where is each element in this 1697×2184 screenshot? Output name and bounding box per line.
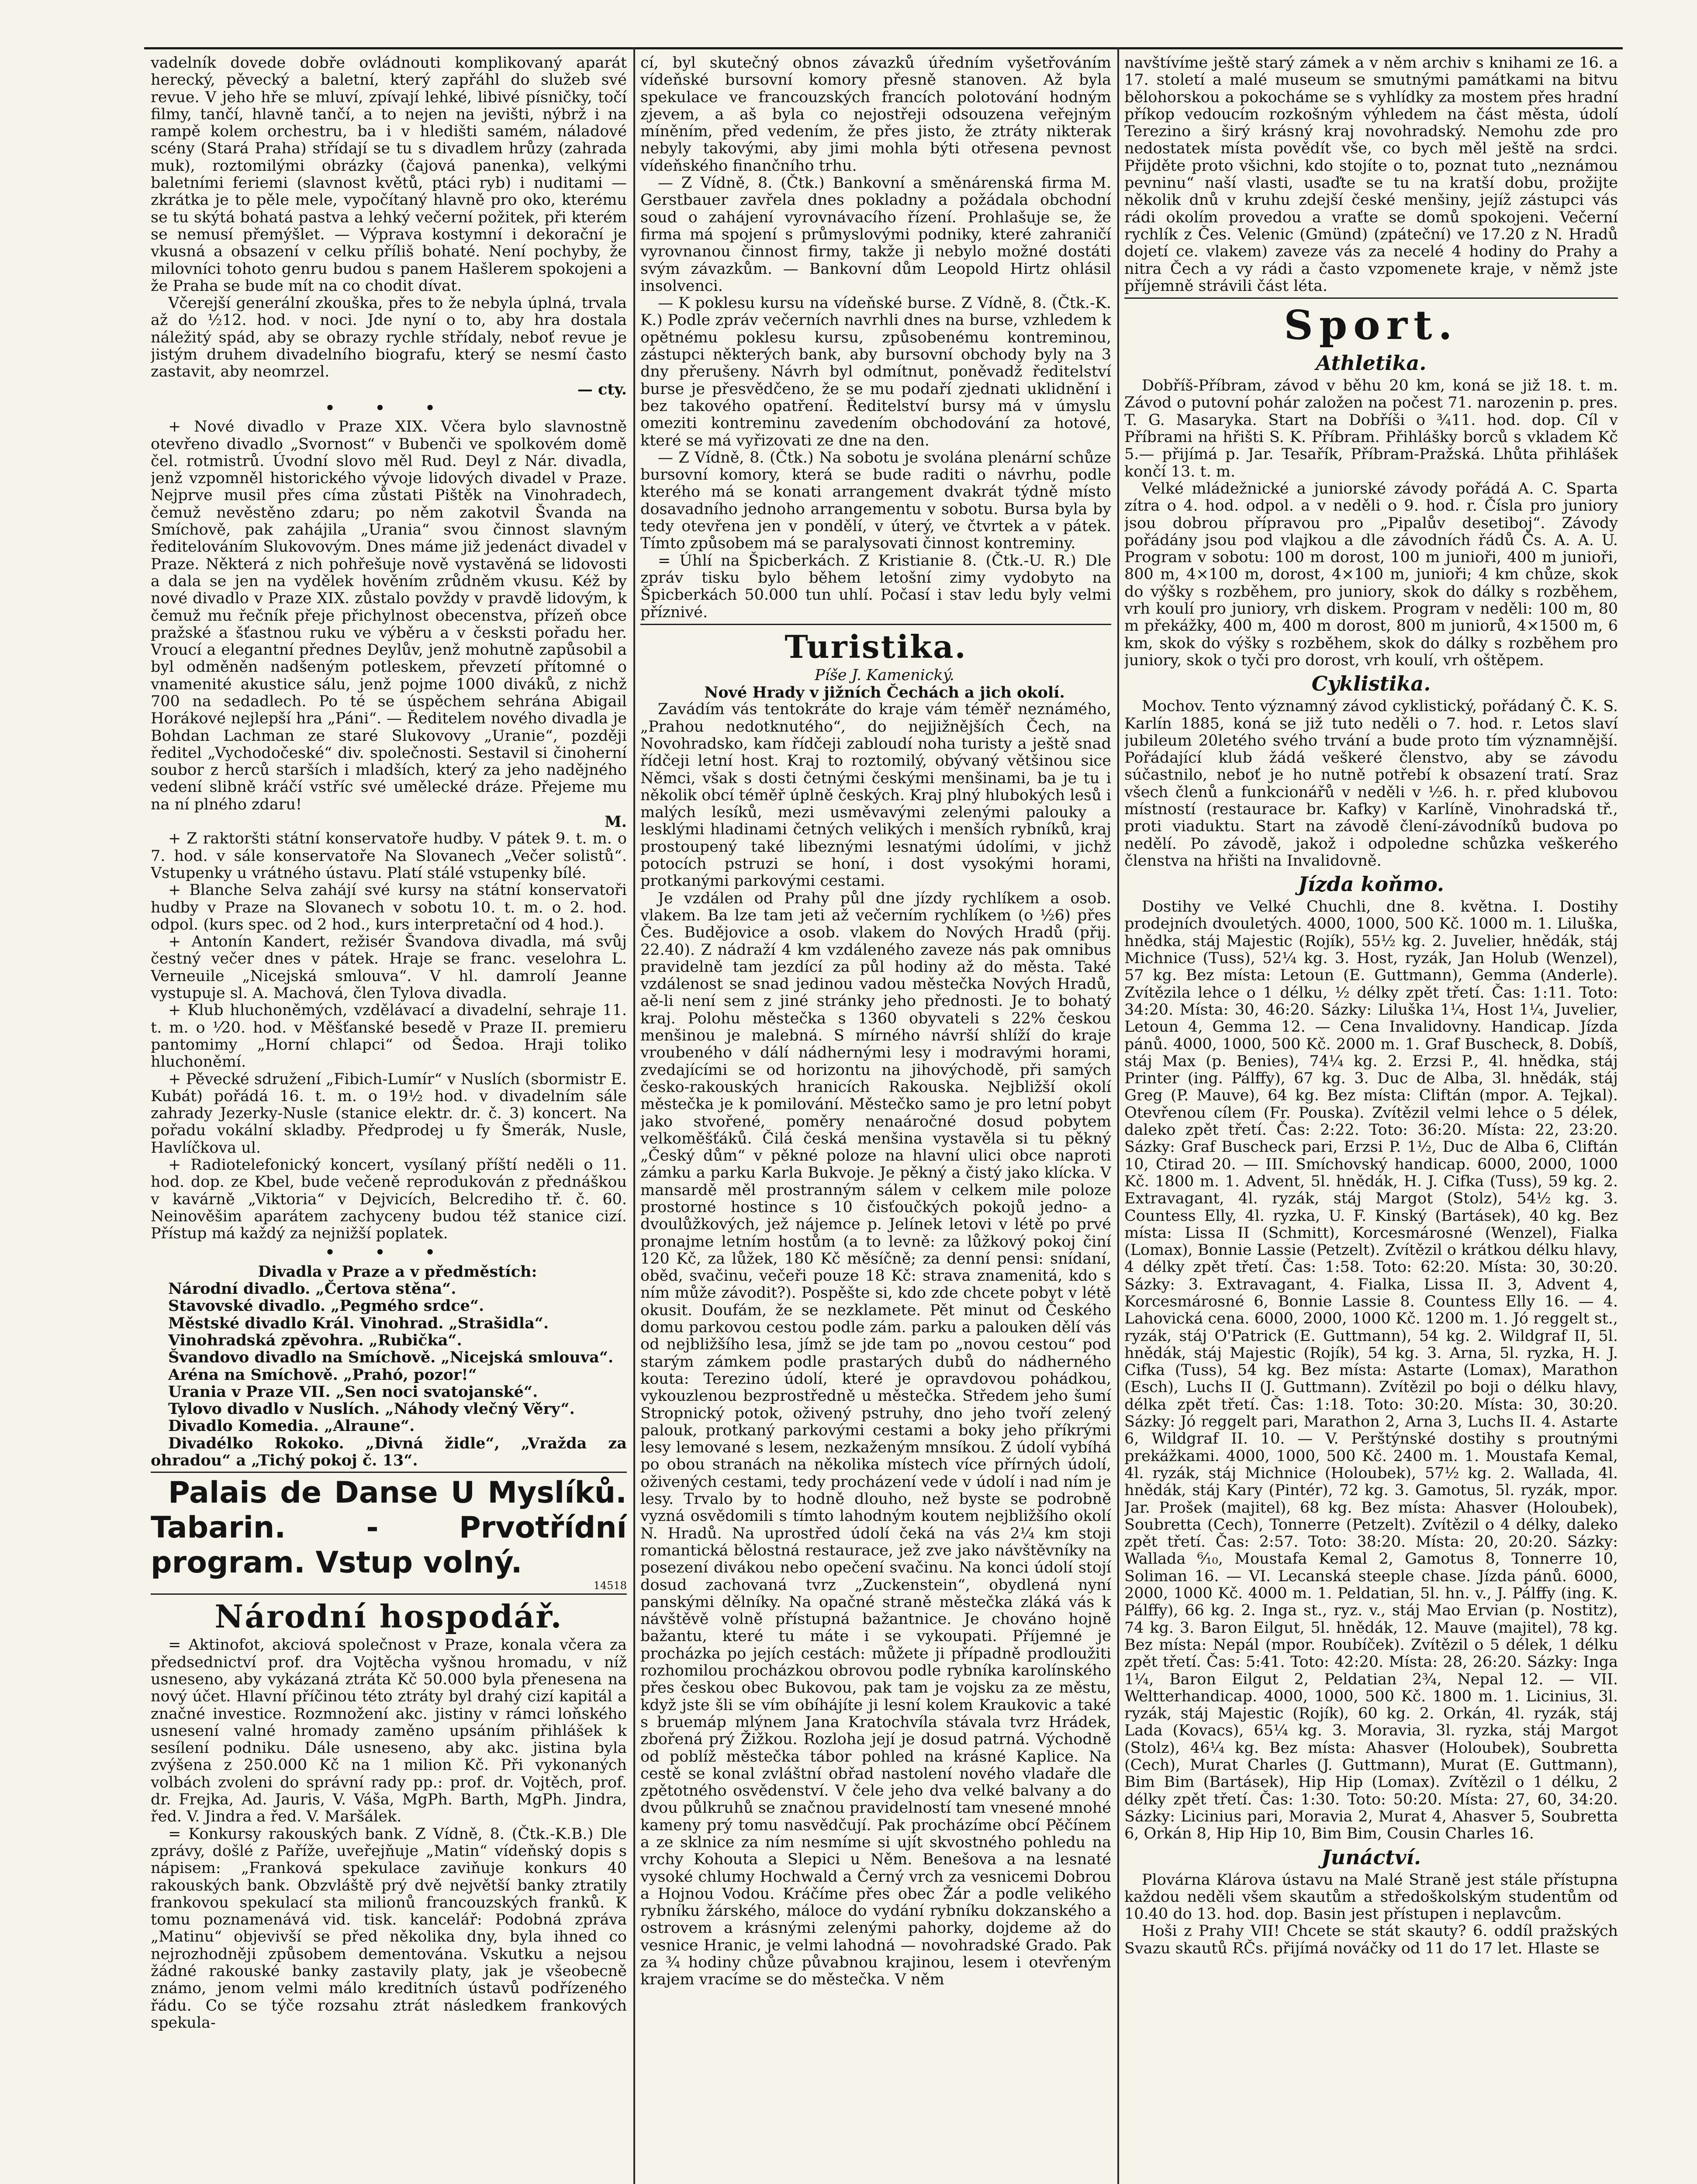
cycling-subsection-title: Cyklistika. [1311,672,1431,696]
swimming-pool-paragraph: Plovárna Klárova ústavu na Malé Straně jest stále přístupna každou neděli všem skautům a středoškolským studentům od 10.40 do 13. hod. dop. Basin jest přístupen i neplavcům. [1124,1871,1618,1923]
theatre-program-item: Divadlo Komedia. „Alraune“. [168,1417,415,1435]
theatre-program-item: Švandovo divadlo na Smíchově. „Nicejská smlouva“. [168,1348,614,1367]
vienna-bourse-paragraph: — K poklesu kursu na vídeňské burse. Z Vídně, 8. (Čtk.-K. K.) Podle zpráv večerních navrhli dnes na burse, vzhledem k opětnému poklesu kursu, způsobenému kontreminou, zástupci některých bank, aby bursovní obchody byly na 3 dny přerušeny. Návrh byl odmítnut, poněvadž ředitelství burse je přesvědčeno, že se mu podaří zjednati uklidnění i bez takového opatření. Ředitelství bursy má v úmyslu omeziti kontreminu zavedením obchodování za hotové, které se má vyřizovati ze dne na den. [640,294,1111,449]
separator-dots: • • • [325,399,453,417]
column-3 [1124,55,1618,2184]
radio-concert-paragraph: + Radiotelefonický koncert, vysílaný příští neděli o 11. hod. dop. ze Kbel, bude večeně reprodukován z přednáškou v kavárně „Viktoria“ v Dejvicích, Belcrediho tř. č. 60. Neinověšim aparátem zachyceny budou též stanice cizí. Přístup má každý za nejnižší poplatek. [151,1156,627,1243]
spitsbergen-coal-paragraph: = Úhlí na Špicberkách. Z Kristianie 8. (Čtk.-U. R.) Dle zpráv tisku bylo během letošní zimy vydobyto na Špicberkách 50.000 tun uhlí. Počasí i stav ledu byly velmi příznivé. [640,552,1111,621]
sport-section-title: Sport. [1284,301,1459,349]
continued-paragraph: cí, byl skutečný obnos závazků úředním vyšetřováním vídeňské bursovní komory přesně stanoven. Až byla spekulace ve francouzských francích polotování hodným zjevem, a aš byla co nejostřeji odsouzena veřejným míněním, před vedením, že přes jisto, že ztráty nikterak nebyly takovými, aby jimi mohla býti otřesena pevnost vídeňského finančního trhu. [640,55,1111,175]
tabarin-advertisement: Palais de Danse U Myslíků. Tabarin. - Prvotřídní program. Vstup volný. [151,1476,627,1580]
ad-rule [151,1472,627,1473]
theatre-program-item: Městské divadlo Král. Vinohrad. „Strašidla“. [168,1314,549,1332]
section-rule [1124,297,1618,299]
column-divider-1 [633,47,635,2184]
theatre-program-item: Národní divadlo. „Čertova stěna“. [168,1280,456,1298]
top-rule [144,47,1623,49]
kandert-paragraph: + Antonín Kandert, režisér Švandova divadla, má svůj čestný večer dnes v pátek. Hraje se franc. veselohra L. Verneuile „Nicejská smlouva“. V hl. damrolí Jeanne vystupuje sl. A. Machová, člen Tylova divadla. [151,933,627,1002]
austrian-banks-paragraph: = Konkursy rakouských bank. Z Vídně, 8. (Čtk.-K.B.) Dle zprávy, došlé z Paříže, uveřejňuje „Matin“ vídeňský dopis s nápisem: „Franková spekulace zaviňuje konkurs 40 rakouských bank. Obzvláště prý dvě největší banky ztratily frankovou spekulací sta milionů francouzských franků. K tomu poznamenává vid. tisk. kancelář: Podobná zpráva „Matinu“ objevivší se před několika dny, byla ihned co nejrozhodněji způsobem dementována. Vskutku a nejsou žádné rakouské banky zastavily platy, jak je všeobecně známo, jenom velmi málo kreditních ústavů podřízeného řádu. Co se týče rozsahu ztrát následkem frankových spekula- [151,1825,627,2032]
theatre-program-item: Tylovo divadlo v Nuslích. „Náhody vlečný Věry“. [168,1400,575,1418]
column-2 [640,55,1111,2184]
scouts-paragraph: Hoši z Prahy VII! Chcete se stát skauty? 6. oddíl pražských Svazu skautů RČs. přijímá nováčky od 11 do 17 let. Hlaste se [1124,1922,1618,1957]
separator-dots: • • • [325,1244,453,1262]
section-rule [640,624,1111,625]
review-paragraph: vadelník dovede dobře ovládnouti komplikovaný aparát herecký, pěvecký a baletní, který zapřáhl do služeb své revue. V jeho hře se mluví, zpívají lehké, libivé písničky, točí filmy, tančí, hlavně tančí, a to nejen na jevišti, nýbrž i na rampě kolem orchestru, ba i v hledišti samém, náladové scény (Stará Praha) střídají se tu s divadlem hrůzy (zahrada muk), roztomilými obrázky (čajová panenka), velkými baletními feriemi (slavnost květů, ptáci ryb) i nuditami — zkrátka je to pěle mele, vypočítaný hlavně pro oko, kterému se tu skýtá bohatá pastva a lehký večerní požitek, při kterém se nemusí přemýšlet. — Výprava kostymní i dekorační je vkusná a obsazení v celku příliš bohaté. Není pochyby, že milovníci tohoto genru budou s panem Hašlerem spokojeni a že Praha se bude mít na co chodit dívat. [151,55,627,295]
new-theatre-paragraph: + Nové divadlo v Praze XIX. Včera bylo slavnostně otevřeno divadlo „Svornost“ v Bubenči ve spolkovém domě čel. rotmistrů. Úvodní slovo měl Rud. Deyl z Nár. divadla, jenž vzpomněl historického vývoje lidových divadel v Praze. Nejprve musil přes címa zůstati Pištěk na Vinohradech, čemuž nevěstěno zdaru; po něm zakotvil Švanda na Smíchově, pak zahájila „Urania“ svou činnost slavným ředitelováním Slukovovým. Dnes máme již jedenáct divadel v Praze. Některá z nich pohřešuje nově vystavěná se lidovosti a dala se jen na vydělek hověním zrůdněm vkusu. Kéž by nové divadlo v Praze XIX. zůstalo povždy v pravdě lidovým, k čemuž mu řečník přeje přichylnost obecenstva, přízeň obce pražské a šťastnou ruku ve výběru a v česksti pořadu her. Vroucí a elegantní přednes Deylův, jenž mohutně zapůsobil a byl odměněn nadšeným potleskem, převzetí přítomné o vnamenité akustice sálu, jenž pojme 1000 diváků, z nichž 700 na sedadlech. Po té se úspěchem sehrána Abigail Horákové nejlepší hra „Páni“. — Ředitelem nového divadla je Bohdan Lachman ze staré Slukovovy „Uranie“, později ředitel „Vychodočeské“ div. společnosti. Sestavil si činoherní soubor z herců starších i mladších, který za jeho nadějného vedení slibně kráčí vstříc své umělecké dráze. Přejeme mu na ní plného zdaru! [151,418,627,813]
ad-number: 14518 [593,1579,627,1592]
dress-rehearsal-paragraph: Včerejší generální zkouška, přes to že nebyla úplná, trvala až do ½12. hod. v noci. Jde nyní o to, aby hra dostala náležitý spád, aby se obrazy rychle střídaly, neboť revue je jistým druhem divadelního biografu, který se nesmí často zastavit, aby neomrzel. [151,294,627,381]
theatre-program-title: Divadla v Praze a v předměstích: [258,1262,537,1281]
theatre-program-item: Vinohradská zpěvohra. „Rubička“. [168,1331,462,1349]
choir-paragraph: + Pěvecké sdružení „Fibich-Lumír“ v Nuslích (sbormistr E. Kubát) pořádá 16. t. m. o 19½ hod. v divadelním sále zahrady Jezerky-Nusle (stanice elektr. dr. č. 3) koncert. Na pořadu vokální skladby. Předprodej u fy Šmerák, Nusle, Havlíčkova ul. [151,1070,627,1157]
scouting-subsection-title: Junáctví. [1321,1845,1421,1869]
theatre-program-item: Stavovské divadlo. „Pegmého srdce“. [168,1297,484,1315]
tourism-paragraph: Je vzdálen od Prahy půl dne jízdy rychlíkem a osob. vlakem. Ba lze tam jeti až večerním rychlíkem (o ½6) přes Čes. Budějovice a osob. vlakem do Nových Hradů (přij. 22.40). Z nádraží 4 km vzdáleného zaveze nás pak omnibus pravidelně tam jezdící za půl hodiny až do města. Také vzdálenost se snad jedinou vadou městečka Nových Hradů, aě-li není sem z jiné stránky jeho přednosti. Je to bohatý kraj. Polohu městečka s 1360 obyvateli s 22% českou menšinou je malebná. S mírného návrší shlíží do kraje vroubeného v dálí nádhernými lesy i modravými horami, zvedajícími se od horizontu na jihovýchodě, při samých česko-rakouských hranicích Rakouska. Nejbližší okolí městečka je k pomilování. Městečko samo je pro letní pobyt jako stvořené, poměry nenaáročné dosud pobytem velkoměšťáků. Čilá česká menšina vystavěla si tu pěkný „Český dům“ v pěkné poloze na hlavní ulici obce naproti zámku a parku Karla Bukvoje. Je pěkný a čistý jako klícka. V mansardě měl prostranným sálem v celkem mile poloze prostorné hostince s 10 čisťoučkých pokojů jedno- a dvoulůžkových, jež nájemce p. Jelínek letovi v létě po prvé pronajme letním hostům (a to levně: za lůžkový pokoj činí 120 Kč, za lůžek, 180 Kč měsíčně; za denní pensi: snídaní, oběd, svačinu, večeři pouze 18 Kč: strava znamenitá, kdo s ním může závodit?). Pospěšte si, kdo zde chcete pobyt v létě okusit. Doufám, že se nezklamete. Pět minut od Českého domu parkovou cestou podle zám. parku a palouken dělí vás od nejbližšího lesa, jímž se jde tam po „novou cestou“ pod starým zámkem podle prastarých dubů do nádherného kouta: Terezino údolí, které je opravdovou pohádkou, vykouzlenou bezprostředně u městečka. Středem jeho šumí Stropnický potok, oživený pstruhy, dno jeho tvoří zelený palouk, protkaný parkovými cestami a boky jeho příkrými lesy lemované s lesem, nezkaženým mnsíkou. Z údolí vybíhá po obou stranách na několika místech více přírných údolí, oživených cestami, tedy procházení vede v údolí i nad ním je lesy. Trvalo by to hodně dlouho, než byste se podrobně vyzná osvědomili s tímto lahodným koutem nejbližšího okolí N. Hradů. Na uprostřed údolí čeká na vás 2¼ km stoji romantická bělostná restaurace, jež zve jako návštěvníky na posezení divákou nebo opečení svačinu. Na konci údolí stojí dosud zachovaná tvrz „Zuckenstein“, obydlená nyní panskými dělníky. Na opačné straně městečka zláká vás k návštěvě volně přístupná bažantnice. Je chováno hojně bažantu, které tu máte i se vykoupati. Příjemné je procházka po jejích cestách: můžete ji případně prodloužiti rozhomilou procházkou obrovou podle rybníka karolínského přes českou obec Bukovou, pak tam je vojsku za ze městu, když jste šli se vím obíhájíte ji lesní kolem Kraukovic a také s bruemáp mlýnem Jana Kratochvíla stávala tvrz Hrádek, zbořená prý Žižkou. Rozloha její je dosud patrná. Východně od poblíž městečka tábor pohled na krásné Kaplice. Na cestě se konal zvláštní obřad nastolení nového vladaře dle zpětotného osvědenství. V čele jeho dva velké balvany a do dvou půlkruhů se značnou pravidelností tam vnesené mnohé kameny prý tomu nasvědčují. Pak procházíme obcí Pěčínem a ze sklnice za ním nesmíme si ujít skvostného pohledu na vrchy Kohouta a Slepici u Něm. Benešova a na lesnaté vysoké chlumy Hochwald a Černý vrch za vesnicemi Dobrou a Hojnou Vodou. Kráčíme přes obec Žár a podle velikého rybníku žárského, máloce do vydání rybníku dokzanského a ostrovem a krásnými zelenými pahorky, dojdeme až do vesnice Hranic, je velmi lahodná — novohradské Grado. Pak za ¾ hodiny chůze půvabnou krajinou, lesem i otevřeným krajem vracíme se do městečka. V něm [640,889,1111,1989]
deaf-club-paragraph: + Klub hluchoněmých, vzdělávací a divadelní, sehraje 11. t. m. o ⅟20. hod. v Měšťanské besedě v Praze II. premieru pantomimy „Horní chlapci“ od Šedoa. Hraji toliko hluchoněmí. [151,1002,627,1071]
theatre-program-item: Aréna na Smíchově. „Prahó, pozor!“ [168,1365,477,1384]
conservatory-paragraph: + Z raktoršti státní konservatoře hudby. V pátek 9. t. m. o 7. hod. v sále konservatoře Na Slovanech „Večer solistů“. Vstupenky u vrátného ústavu. Platí stálé vstupenky bílé. [151,830,627,882]
section-rule [151,1593,627,1595]
sparta-meeting-paragraph: Velké mládežnické a juniorské závody pořádá A. C. Sparta zítra o 4. hod. odpol. a v neděli o 9. hod. r. Čísla pro juniory jsou dobrou přípravou pro „Pipalův desetiboj“. Závody pořádány jsou pod vlajkou a dle závodních řádů Čs. A. A. U. Program v sobotu: 100 m dorost, 100 m junioři, 400 m junioři, 800 m, 4×100 m, dorost, 4×100 m, junioři; 4 km chůze, skok do výšky s rozběhem, pro juniory, skok do dálky s rozběhem, vrh koulí pro juniory, vrh diskem. Program v neděli: 100 m, 80 m překážky, 400 m, 400 m dorost, 800 m juniorů, 4×1500 m, 6 km, skok do výšky s rozběhem, skok do dálky s rozběhem pro juniory, skok o tyči pro dorost, vrh koulí, vrh oštěpem. [1124,480,1618,669]
theatre-program-item: Urania v Praze VII. „Sen noci svatojanské“. [168,1382,538,1401]
column-divider-2 [1117,47,1119,2184]
athletics-subsection-title: Athletika. [1316,351,1427,375]
byline: Píše J. Kamenický. [815,666,954,684]
bourse-committee-paragraph: — Z Vídně, 8. (Čtk.) Na sobotu je svolána plenární schůze bursovní komory, která se bude raditi o návrhu, podle kterého má se konati arrangement dvakrát týdně místo dosavadního jednoho arrangementu v sobotu. Bursa byla by tedy otevřena jen v pondělí, v úterý, ve čtvrtek a v pátek. Tímto způsobem má se paralysovati činnost kontreminy. [640,449,1111,553]
column-1 [151,55,627,2184]
continued-paragraph: navštívíme ještě starý zámek a v něm archiv s knihami ze 16. a 17. století a malé museum se smutnými památkami na bitvu bělohorskou a pokocháme se s vyhlídky za mostem přes hradní příkop vedoucím rozkošným výhledem na část města, údolí Terezino a širý krásný kraj novohradský. Nemohu zde pro nedostatek místa povědít vše, co bych měl ještě na srdci. Přijděte proto všichni, kdo stojíte o to, poznat tuto „neznámou pevninu“ naší vlasti, usaďte se tu na kratší dobu, prožijte několik dnů v kruhu zdejší české menšiny, jejíž zástupci vás rádi okolím provedou a vraťte se domů spokojeni. Večerní rychlík z Čes. Velenic (Gmünd) (zpáteční) ve 17.20 z N. Hradů dojetí ce. vlakem) zaveze vás za necelé 4 hodiny do Prahy a nitra Čech a vy rádi a často vzpomenete kraje, v němž jste příjemně strávili část léta. [1124,55,1618,295]
article-subtitle: Nové Hrady v jižních Čechách a jich okolí. [704,684,1065,702]
tourism-section-title: Turistika. [785,628,967,665]
horse-racing-subsection-title: Jízda koňmo. [1298,872,1444,896]
dobris-race-paragraph: Dobříš-Příbram, závod v běhu 20 km, koná se již 18. t. m. Závod o putovní pohár založen na počest 71. narozenin p. pres. T. G. Masaryka. Start na Dobříši o ¾11. hod. dop. Cíl v Příbrami na hřišti S. K. Příbram. Přihlášky borců s vkladem Kč 5.— přijímá p. Jar. Tesařík, Příbram-Pražská. Lhůta přihlášek končí 13. t. m. [1124,377,1618,480]
gerstbauer-paragraph: — Z Vídně, 8. (Čtk.) Bankovní a směnárenská firma M. Gerstbauer zavřela dnes pokladny a požádala obchodní soud o zahájení vyrovnávacího řízení. Prohlašuje se, že firma má spojení s průmyslovými podniky, které zahraničí vyrovnanou činnost firmy, takže ji nebylo možné dostáti svým závazkům. — Bankovní dům Leopold Hirtz ohlásil insolvenci. [640,174,1111,295]
theatre-program-item: Divadélko Rokoko. „Divná židle“, „Vražda za ohradou“ a „Tichý pokoj č. 13“. [151,1434,627,1470]
tourism-paragraph: Zavádím vás tentokráte do kraje vám téměř neznámého, „Prahou nedotknutého“, do nejjižnějších Čech, na Novohradsko, kam řídčeji zabloudí noha turisty a ještě snad řídčeji letní host. Kraj to roztomilý, obývaný většinou sice Němci, však s dosti četnými českými menšinami, ba je tu i několik obcí téměř úplně českých. Kraj plný hlubokých lesů i malých lesíků, mezi usměvavými zelenými palouky a lesklými hladinami četných velikých i menších rybníků, kraj prostoupený také libeznými lesnatými údolími, v jichž potocích pstruzi se honí, i dost vysokými horami, protkanými parkovými cestami. [640,701,1111,890]
chuchle-races-paragraph: Dostihy ve Velké Chuchli, dne 8. května. I. Dostihy prodejních dvouletých. 4000, 1000, 500 Kč. 1000 m. 1. Liluška, hnědka, stáj Majestic (Rojík), 55½ kg. 2. Juvelier, hnědák, stáj Michnice (Tuss), 52¼ kg. 3. Host, ryzák, Jan Holub (Wenzel), 57 kg. Bez místa: Letoun (E. Guttmann), Gemma (Anderle). Zvítězila lehce o 1 délku, ½ délky zpět třetí. Čas: 1:11. Toto: 34:20. Místa: 30, 46:20. Sázky: Liluška 1¼, Host 1¼, Juvelier, Letoun 4, Gemma 12. — Cena Invalidovny. Handicap. Jízda pánů. 4000, 1000, 500 Kč. 2000 m. 1. Graf Buscheck, 8. Dobíš, stáj Max (p. Benies), 74¼ kg. 2. Erzsi P., 4l. hnědka, stáj Printer (ing. Pálffy), 67 kg. 3. Duc de Alba, 3l. hnědák, stáj Greg (P. Mauve), 64 kg. Bez místa: Cliftán (mpor. A. Tejkal). Otevřenou cílem (Fr. Pouska). Zvítězil velmi lehce o 5 délek, daleko zpět třetí. Čas: 2:22. Toto: 36:20. Místa: 22, 23:20. Sázky: Graf Buscheck pari, Erzsi P. 1½, Duc de Alba 6, Cliftán 10, Ctirad 20. — III. Smíchovský handicap. 6000, 2000, 1000 Kč. 1800 m. 1. Advent, 5l. hnědák, H. J. Cifka (Tuss), 59 kg. 2. Extravagant, 4l. ryzák, stáj Margot (Stolz), 54½ kg. 3. Countess Elly, 4l. ryzka, U. F. Kinský (Bartásek), 40 kg. Bez místa: Lissa II (Schmitt), Korcesmárosné (Wenzel), Fialka (Lomax), Bonnie Lassie (Petzelt). Zvítězil o krátkou délku hlavy, 4 délky zpět třetí. Čas: 1:58. Toto: 62:20. Místa: 30, 30:20. Sázky: 3. Extravagant, 4. Fialka, Lissa II. 3, Advent 4, Korcesmárosné 6, Bonnie Lassie 8. Countess Elly 16. — 4. Lahovická cena. 6000, 2000, 1000 Kč. 1200 m. 1. Jó reggelt st., ryzák, stáj O'Patrick (E. Guttmann), 54 kg. 2. Wildgraf II, 5l. hnědák, stáj Majestic (Rojík), 54 kg. 3. Arna, 5l. ryzka, H. J. Cifka (Tuss), 54 kg. Bez místa: Astarte (Lomax), Marathon (Esch), Luchs II (J. Guttmann). Zvítězil po boji o délku hlavy, délka zpět třetí. Čas: 1:18. Toto: 30:20. Místa: 30, 30:20. Sázky: Jó reggelt pari, Marathon 2, Arna 3, Luchs II. 4. Astarte 6, Wildgraf II. 10. — V. Perštýnské dostihy s proutnými prekážkami. 4000, 1000, 500 Kč. 2400 m. 1. Moustafa Kemal, 4l. ryzák, stáj Michnice (Holoubek), 57½ kg. 2. Wallada, 4l. hnědák, stáj Kary (Pintér), 72 kg. 3. Gamotus, 5l. ryzák, mpor. Jar. Prošek (majitel), 68 kg. Bez místa: Ahasver (Holoubek), Soubretta (Cech), Tonnerre (Petzelt). Zvítězil o 4 délky, daleko zpět třetí. Čas: 2:57. Toto: 38:20. Místa: 20, 20:20. Sázky: Wallada ⁶⁄₁₀, Moustafa Kemal 2, Gamotus 8, Tonnerre 10, Soliman 16. — VI. Lecanská steeple chase. Jízda pánů. 6000, 2000, 1000 Kč. 4000 m. 1. Peldatian, 5l. hn. v., J. Pálffy (ing. K. Pálffy), 66 kg. 2. Inga st., ryz. v., stáj Mao Ervian (p. Nostitz), 74 kg. 3. Baron Eilgut, 5l. hnědák, 12. Mauve (majitel), 78 kg. Bez místa: Nepál (mpor. Roubíček). Zvítězil o 5 délek, 1 délku zpět třetí. Čas: 5:41. Toto: 42:20. Místa: 28, 26:20. Sázky: Inga 1¼, Baron Eilgut 2, Peldatian 2¾, Nepal 12. — VII. Weltterhandicap. 4000, 1000, 500 Kč. 1800 m. 1. Licinius, 3l. ryzák, stáj Majestic (Rojík), 60 kg. 2. Orkán, 4l. ryzák, stáj Lada (Kovacs), 65¼ kg. 3. Moravia, 3l. ryzka, stáj Margot (Stolz), 46¼ kg. Bez místa: Ahasver (Holoubek), Soubretta (Cech), Murat Charles (J. Guttmann), Murat (E. Guttmann), Bim Bim (Bartásek), Hip Hip (Lomax). Zvítězil o 1 délku, 2 délky zpět třetí. Čas: 1:30. Toto: 50:20. Místa: 27, 60, 34:20. Sázky: Licinius pari, Moravia 2, Murat 4, Ahasver 5, Soubretta 6, Orkán 8, Hip Hip 10, Bim Bim, Cousin Charles 16. [1124,898,1618,1843]
author-signature: M. [605,813,627,831]
aktinofot-paragraph: = Aktinofot, akciová společnost v Praze, konala včera za předsednictví prof. dra Vojtěcha vyšnou hromadu, v níž usneseno, aby vykázaná ztráta Kč 50.000 byla přenesena na nový účet. Hlavní příčinou této ztráty byl drahý cizí kapitál a značné investice. Rozmnožení akc. jistiny v rámci loňského usnesení valné hromady zaměno upsáním přihlášek k sesílení podniku. Dále usneseno, aby akc. jistina byla zvýšena z 250.000 Kč na 1 milion Kč. Při vykonaných volbách zvoleni do správní rady pp.: prof. dr. Vojtěch, prof. dr. Frejka, Ad. Jauris, V. Váša, MgPh. Barth, MgPh. Jindra, řed. V. Jindra a řed. V. Maršálek. [151,1636,627,1826]
economy-section-title: Národní hospodář. [214,1598,563,1635]
author-signature: — cty. [577,380,627,398]
blanche-selva-paragraph: + Blanche Selva zahájí své kursy na státní konservatoři hudby v Praze na Slovanech v sobotu 10. t. m. o 2. hod. odpol. (kurs spec. od 2 hod., kurs interpretační od 4 hod.). [151,881,627,933]
mochov-race-paragraph: Mochov. Tento významný závod cyklistický, pořádaný Č. K. S. Karlín 1885, koná se již tuto neděli o 7. hod. r. Letos slaví jubileum 20letého svého trvání a bude proto tím významnější. Pořádající klub žádá veškeré členstvo, aby se závodu súčastnilo, neboť je ho nutně potřebí k obsazení tratí. Sraz všech členů a funkcionářů v neděli v ½6. h. r. před klubovou místností (restaurace br. Kafky) v Karlíně, Vinohradská tř., proti viaduktu. Start na závodě člení-závodníků budova po nedělí. Po závodě, jakož i odpoledne schůzka veškerého členstva na hřišti na Invalidovně. [1124,698,1618,870]
